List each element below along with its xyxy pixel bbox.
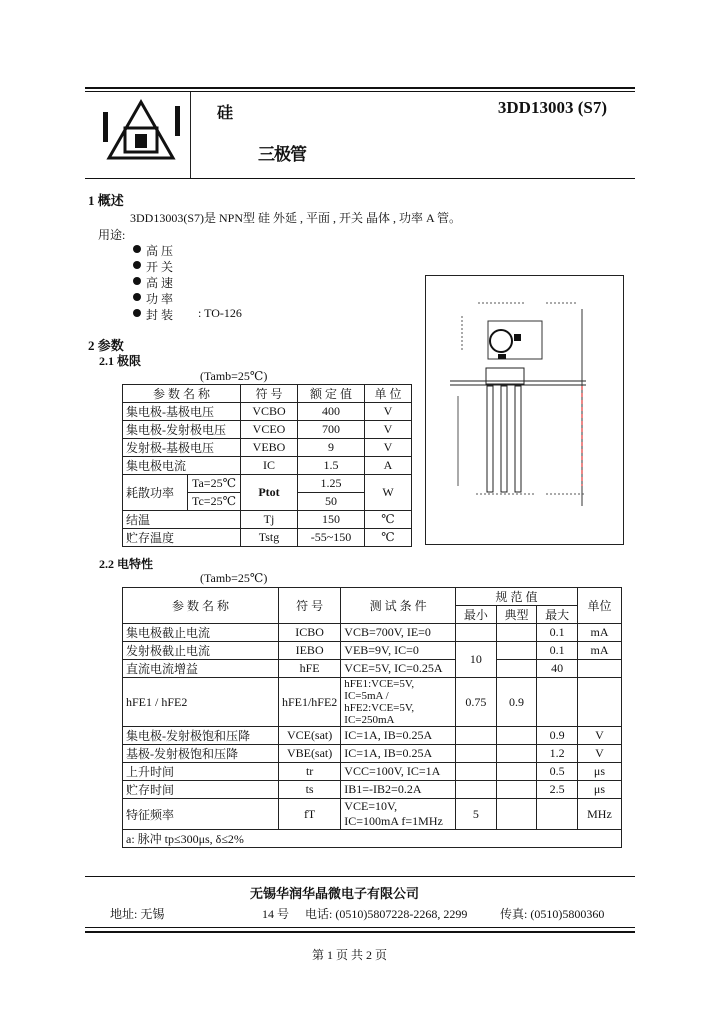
- table-cell: Tc=25℃: [188, 493, 241, 511]
- footer-fax: 传真: (0510)5800360: [500, 907, 605, 921]
- bullet-dot: [133, 309, 141, 317]
- table-row: [123, 830, 622, 848]
- table-header: 单 位: [365, 385, 412, 403]
- table-cell: V: [365, 403, 412, 421]
- table-cell: 基极-发射极饱和压降: [123, 745, 279, 763]
- table-row: [123, 475, 412, 493]
- table-cell: [456, 624, 497, 642]
- table-cell: 发射极截止电流: [123, 642, 279, 660]
- table-cell: VBE(sat): [278, 745, 340, 763]
- bullet-item: 高 速: [146, 276, 174, 290]
- table-cell: Ta=25℃: [188, 475, 241, 493]
- table-header: 规 范 值: [456, 588, 578, 606]
- table-note: a: 脉冲 tp≤300μs, δ≤2%: [123, 830, 622, 848]
- company-name: 无锡华润华晶微电子有限公司: [250, 886, 420, 901]
- table-cell: VCE=5V, IC=0.25A: [341, 660, 456, 678]
- table-cell: 贮存时间: [123, 781, 279, 799]
- bullet-item: 功 率: [146, 292, 174, 306]
- table-cell: VEBO: [241, 439, 298, 457]
- table-cell: MHz: [577, 799, 621, 830]
- table-cell: 0.1: [537, 642, 578, 660]
- table-cell: hFE1 / hFE2: [123, 678, 279, 727]
- table-header: 最大: [537, 606, 578, 624]
- table-cell: 贮存温度: [123, 529, 241, 547]
- table-cell: ts: [278, 781, 340, 799]
- footer-rule: [85, 876, 635, 877]
- table-cell: hFE: [278, 660, 340, 678]
- table-cell: IC: [241, 457, 298, 475]
- table-cell: [456, 745, 497, 763]
- section-1-heading: 1 概述: [88, 193, 124, 208]
- table-cell: VCE(sat): [278, 727, 340, 745]
- table-cell: mA: [577, 624, 621, 642]
- table-cell: 1.2: [537, 745, 578, 763]
- footer-tel: 电话: (0510)5807228-2268, 2299: [305, 907, 468, 921]
- table-cell: IB1=-IB2=0.2A: [341, 781, 456, 799]
- table-cell: [537, 678, 578, 727]
- table-cell: 集电极电流: [123, 457, 241, 475]
- table-cell: 5: [456, 799, 497, 830]
- table-cell: VCB=700V, IE=0: [341, 624, 456, 642]
- header-top-rule-thick: [85, 87, 635, 89]
- subsection-2-2-heading: 2.2 电特性: [99, 557, 154, 571]
- page-number: 第 1 页 共 2 页: [312, 948, 388, 962]
- table-cell: 0.5: [537, 763, 578, 781]
- package-outline-drawing: [425, 275, 624, 545]
- table-cell: VCBO: [241, 403, 298, 421]
- header-divider: [190, 92, 191, 178]
- table-cell: [496, 745, 537, 763]
- table-row: [123, 781, 622, 799]
- table-cell: [496, 642, 537, 660]
- table-cell: [496, 781, 537, 799]
- table-cell: 发射极-基极电压: [123, 439, 241, 457]
- table-cell: 耗散功率: [123, 475, 188, 511]
- table-header-row: [123, 588, 622, 606]
- table-header: 单位: [577, 588, 621, 624]
- table-cell: 10: [456, 642, 497, 678]
- table-cell: [496, 799, 537, 830]
- intro-text-1: 3DD13003(S7)是 NPN型 硅 外延 , 平面 , 开关 晶体 , 功率 A 管。: [130, 211, 462, 225]
- header-top-rule-thin: [85, 91, 635, 92]
- table-header: 典型: [496, 606, 537, 624]
- table-cell: VCE=10V, IC=100mA f=1MHz: [341, 799, 456, 830]
- table-cell: 400: [298, 403, 365, 421]
- table-cell: [496, 763, 537, 781]
- table-cell: Tstg: [241, 529, 298, 547]
- table-cell: 结温: [123, 511, 241, 529]
- table-header: 测 试 条 件: [341, 588, 456, 624]
- table-cell: 1.5: [298, 457, 365, 475]
- table-cell: [496, 624, 537, 642]
- table-header: 额 定 值: [298, 385, 365, 403]
- table-cell: 700: [298, 421, 365, 439]
- table-header: 符 号: [241, 385, 298, 403]
- package-label: : TO-126: [198, 306, 242, 320]
- table-cell: [577, 660, 621, 678]
- table-row: [123, 624, 622, 642]
- bullet-dot: [133, 277, 141, 285]
- table-cell: V: [577, 727, 621, 745]
- table-row: [123, 642, 622, 660]
- table-cell: VCEO: [241, 421, 298, 439]
- table-row: [123, 457, 412, 475]
- table-cell: [456, 781, 497, 799]
- bullet-dot: [133, 245, 141, 253]
- bullet-item: 开 关: [146, 260, 174, 274]
- electrical-characteristics-table: [122, 587, 622, 848]
- footer-zip: 14 号: [262, 907, 290, 921]
- intro-text-2: 用途:: [98, 228, 126, 242]
- bullet-dot: [133, 261, 141, 269]
- absolute-max-table: [122, 384, 412, 547]
- table-cell: [537, 799, 578, 830]
- table-cell: 0.9: [496, 678, 537, 727]
- elec-condition: (Tamb=25℃): [200, 571, 268, 585]
- footer-bottom-rule-thick: [85, 931, 635, 933]
- table-row: [123, 529, 412, 547]
- table-cell: hFE1/hFE2: [278, 678, 340, 727]
- table-cell: 0.75: [456, 678, 497, 727]
- table-cell: V: [365, 439, 412, 457]
- table-cell: 50: [298, 493, 365, 511]
- table-cell: fT: [278, 799, 340, 830]
- table-row: [123, 799, 622, 830]
- table-cell: 集电极-发射极电压: [123, 421, 241, 439]
- table-cell: 上升时间: [123, 763, 279, 781]
- table-header-row: [123, 385, 412, 403]
- table-cell: V: [365, 421, 412, 439]
- table-cell: [456, 763, 497, 781]
- table-cell: 9: [298, 439, 365, 457]
- table-row: [123, 439, 412, 457]
- table-row: [123, 763, 622, 781]
- table-cell: A: [365, 457, 412, 475]
- table-cell: 集电极-发射极饱和压降: [123, 727, 279, 745]
- table-cell: tr: [278, 763, 340, 781]
- table-cell: ℃: [365, 529, 412, 547]
- footer-bottom-rule-thin: [85, 927, 635, 928]
- table-cell: ℃: [365, 511, 412, 529]
- table-row: [123, 403, 412, 421]
- table-header: 符 号: [278, 588, 340, 624]
- table-cell: Tj: [241, 511, 298, 529]
- table-cell: 40: [537, 660, 578, 678]
- table-cell: 0.1: [537, 624, 578, 642]
- subsection-2-1-heading: 2.1 极限: [99, 354, 142, 368]
- table-row: [123, 745, 622, 763]
- table-row: [123, 511, 412, 529]
- table-header: 参 数 名 称: [123, 385, 241, 403]
- table-cell: 0.9: [537, 727, 578, 745]
- table-cell: W: [365, 475, 412, 511]
- table-cell: IC=1A, IB=0.25A: [341, 727, 456, 745]
- table-cell: 特征频率: [123, 799, 279, 830]
- part-number: 3DD13003 (S7): [497, 98, 607, 117]
- table-cell: hFE1:VCE=5V, IC=5mA / hFE2:VCE=5V, IC=250mA: [341, 678, 456, 727]
- section-2-heading: 2 参数: [88, 338, 124, 353]
- table-header: 最小: [456, 606, 497, 624]
- table-cell: 直流电流增益: [123, 660, 279, 678]
- table-cell: IC=1A, IB=0.25A: [341, 745, 456, 763]
- table-cell: VCC=100V, IC=1A: [341, 763, 456, 781]
- bullet-item: 高 压: [146, 244, 174, 258]
- title-left: 硅: [217, 105, 234, 122]
- table-cell: 集电极-基极电压: [123, 403, 241, 421]
- header-bottom-rule: [85, 178, 635, 179]
- table-cell: 2.5: [537, 781, 578, 799]
- table-row: [123, 727, 622, 745]
- bullet-item: 封 装: [146, 308, 174, 322]
- company-logo: [103, 98, 181, 164]
- table-cell: mA: [577, 642, 621, 660]
- table-cell: ICBO: [278, 624, 340, 642]
- table-row: [123, 660, 622, 678]
- table-header: 参 数 名 称: [123, 588, 279, 624]
- table-cell: [456, 727, 497, 745]
- table-cell: V: [577, 745, 621, 763]
- table-row: [123, 678, 622, 727]
- table-cell: 150: [298, 511, 365, 529]
- table-cell: Ptot: [241, 475, 298, 511]
- table-cell: [577, 678, 621, 727]
- table-cell: IEBO: [278, 642, 340, 660]
- table-cell: 集电极截止电流: [123, 624, 279, 642]
- table-cell: μs: [577, 763, 621, 781]
- footer-address: 地址: 无锡: [110, 907, 165, 921]
- table-cell: -55~150: [298, 529, 365, 547]
- abs-condition: (Tamb=25℃): [200, 369, 268, 383]
- bullet-dot: [133, 293, 141, 301]
- table-row: [123, 421, 412, 439]
- table-cell: [496, 660, 537, 678]
- table-cell: 1.25: [298, 475, 365, 493]
- title-main: 三极管: [258, 145, 306, 164]
- table-cell: μs: [577, 781, 621, 799]
- table-cell: [496, 727, 537, 745]
- table-cell: VEB=9V, IC=0: [341, 642, 456, 660]
